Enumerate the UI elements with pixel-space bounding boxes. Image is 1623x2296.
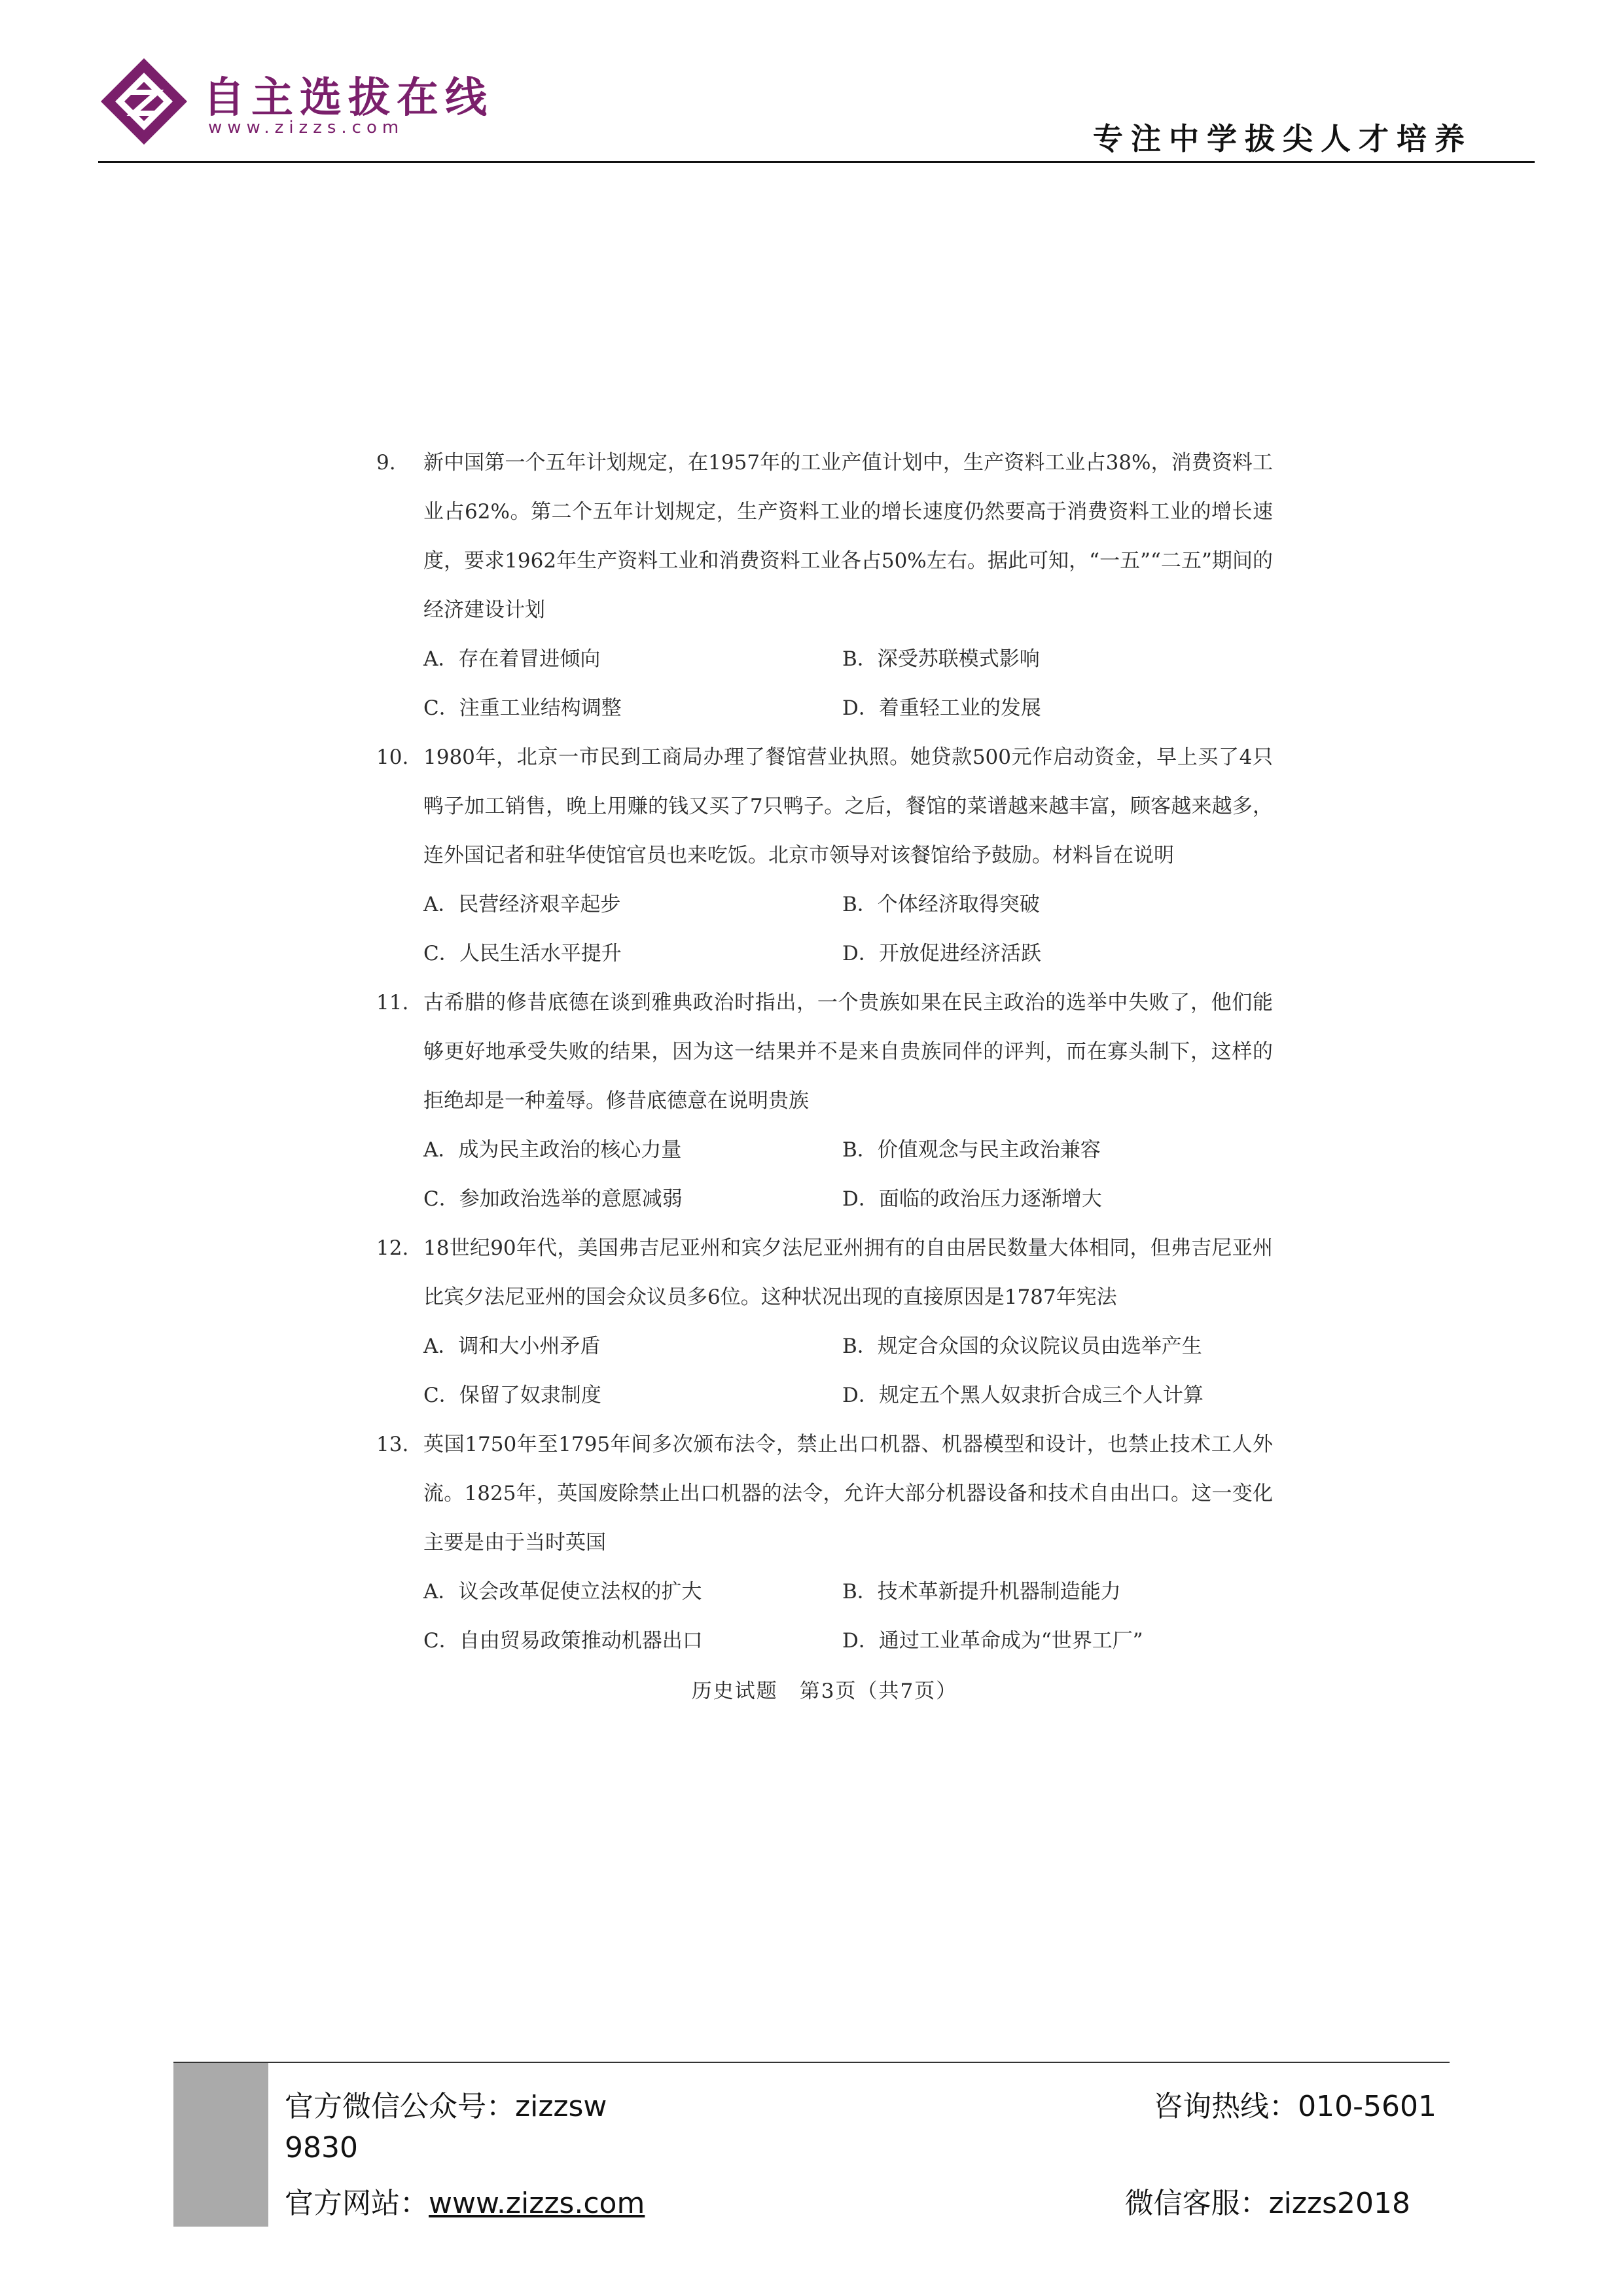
question-text: 新中国第一个五年计划规定，在1957年的工业产值计划中，生产资料工业占38%，消费资料工业占62%。第二个五年计划规定，生产资料工业的增长速度仍然要高于消费资料工业的增长速度，要求1962年生产资料工业和消费资料工业各占50%左右。据此可知，“一五”“二五”期间的经济建设计划 — [423, 451, 1273, 622]
question-11 — [376, 978, 1273, 1224]
footer-gray-block — [173, 2063, 268, 2227]
question-text: 古希腊的修昔底德在谈到雅典政治时指出，一个贵族如果在民主政治的选举中失败了，他们能够更好地承受失败的结果，因为这一结果并不是来自贵族同伴的评判，而在寡头制下，这样的拒绝却是一种羞辱。修昔底德意在说明贵族 — [423, 991, 1273, 1113]
option-b: B．技术革新提升机器制造能力 — [842, 1580, 1121, 1604]
question-number: 12. — [376, 1236, 409, 1260]
question-number: 10. — [376, 745, 409, 769]
question-text: 1980年，北京一市民到工商局办理了餐馆营业执照。她贷款500元作启动资金，早上买了4只鸭子加工销售，晚上用赚的钱又买了7只鸭子。之后，餐馆的菜谱越来越丰富，顾客越来越多，连外国记者和驻华使馆官员也来吃饭。北京市领导对该餐馆给予鼓励。材料旨在说明 — [423, 745, 1273, 867]
question-stem — [376, 1224, 1273, 1322]
option-a: A．存在着冒进倾向 — [423, 647, 601, 671]
logo-title: 自主选拔在线 — [203, 73, 493, 122]
options-row — [376, 684, 1273, 733]
option-c: C．参加政治选举的意愿减弱 — [423, 1187, 683, 1211]
question-10 — [376, 733, 1273, 978]
option-d: D．着重轻工业的发展 — [842, 696, 1041, 720]
options-row — [376, 880, 1273, 929]
question-number: 9. — [376, 451, 396, 475]
option-c: C．自由贸易政策推动机器出口 — [423, 1629, 703, 1653]
footer-website-label: 官方网站： — [285, 2187, 429, 2220]
exam-page-number: 历史试题 第3页（共7页） — [691, 1679, 958, 1703]
question-stem — [376, 978, 1273, 1126]
options-row — [376, 1568, 1273, 1617]
question-12 — [376, 1224, 1273, 1420]
footer-wechat-cont: 9830 — [285, 2131, 358, 2164]
option-a: A．民营经济艰辛起步 — [423, 893, 621, 916]
website-link[interactable]: www.zizzs.com — [429, 2187, 645, 2220]
question-number: 13. — [376, 1433, 409, 1456]
footer-wechat-service: 微信客服：zizzs2018 — [1124, 2187, 1410, 2220]
question-number: 11. — [376, 991, 409, 1014]
options-row — [376, 1371, 1273, 1420]
question-13 — [376, 1420, 1273, 1666]
option-b: B．规定合众国的众议院议员由选举产生 — [842, 1335, 1202, 1358]
question-text: 18世纪90年代，美国弗吉尼亚州和宾夕法尼亚州拥有的自由居民数量大体相同，但弗吉尼亚州比宾夕法尼亚州的国会众议员多6位。这种状况出现的直接原因是1787年宪法 — [423, 1236, 1273, 1309]
option-b: B．价值观念与民主政治兼容 — [842, 1138, 1101, 1162]
options-row — [376, 635, 1273, 684]
question-stem — [376, 733, 1273, 880]
option-d: D．通过工业革命成为“世界工厂” — [842, 1629, 1143, 1653]
options-row — [376, 1322, 1273, 1371]
question-9 — [376, 439, 1273, 733]
logo-icon — [98, 56, 190, 147]
option-c: C．人民生活水平提升 — [423, 942, 622, 965]
options-row — [376, 1126, 1273, 1175]
option-a: A．调和大小州矛盾 — [423, 1335, 601, 1358]
option-b: B．个体经济取得突破 — [842, 893, 1040, 916]
footer-wechat: 官方微信公众号：zizzsw — [285, 2090, 607, 2123]
question-stem — [376, 439, 1273, 635]
option-d: D．规定五个黑人奴隶折合成三个人计算 — [842, 1384, 1204, 1407]
footer-hotline: 咨询热线：010-5601 — [1154, 2090, 1436, 2123]
header-slogan: 专注中学拔尖人才培养 — [1093, 121, 1472, 156]
header-divider — [98, 161, 1535, 163]
option-b: B．深受苏联模式影响 — [842, 647, 1040, 671]
options-row — [376, 1175, 1273, 1224]
question-text: 英国1750年至1795年间多次颁布法令，禁止出口机器、机器模型和设计，也禁止技术工人外流。1825年，英国废除禁止出口机器的法令，允许大部分机器设备和技术自由出口。这一变化主要是由于当时英国 — [423, 1433, 1273, 1554]
option-a: A．成为民主政治的核心力量 — [423, 1138, 682, 1162]
option-c: C．注重工业结构调整 — [423, 696, 622, 720]
exam-page-content — [376, 439, 1273, 1716]
question-stem — [376, 1420, 1273, 1568]
options-row — [376, 1617, 1273, 1666]
footer-website — [285, 2179, 645, 2221]
page-header — [98, 46, 1535, 164]
footer-divider — [173, 2062, 1450, 2063]
option-a: A．议会改革促使立法权的扩大 — [423, 1580, 702, 1604]
option-c: C．保留了奴隶制度 — [423, 1384, 601, 1407]
option-d: D．面临的政治压力逐渐增大 — [842, 1187, 1102, 1211]
logo-url: www.zizzs.com — [208, 118, 404, 137]
option-d: D．开放促进经济活跃 — [842, 942, 1041, 965]
options-row — [376, 929, 1273, 978]
